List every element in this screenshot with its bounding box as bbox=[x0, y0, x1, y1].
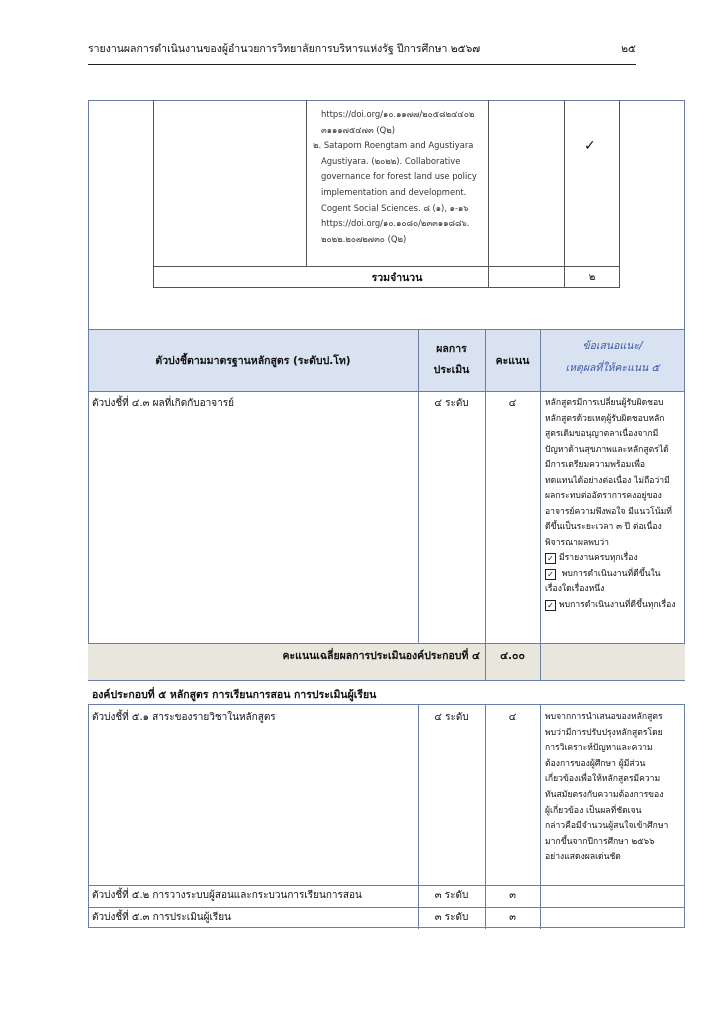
indicator-5-3: ตัวบ่งชี้ที่ ๕.๓ การประเมินผู้เรียน bbox=[92, 912, 231, 923]
score-5-1: ๔ bbox=[508, 712, 517, 723]
page-number: ๒๕ bbox=[621, 43, 636, 55]
average-value: ๔.๐๐ bbox=[500, 649, 525, 662]
header-result: ผลการ ประเมิน bbox=[433, 343, 470, 376]
check-mark-icon: ✓ bbox=[584, 138, 596, 154]
publication-line: ๒. Sataporn Roengtam and Agustiyara bbox=[313, 140, 474, 151]
publication-line: Agustiyara. (๒๐๒๒). Collaborative bbox=[321, 155, 461, 166]
publication-line: ๒๐๒๒.๒๐๗๒๗๓๐ (Q๒) bbox=[321, 233, 407, 244]
publication-line: governance for forest land use policy bbox=[321, 171, 477, 182]
checkbox-checked-icon: ✓ bbox=[545, 569, 556, 580]
score-5-2: ๓ bbox=[509, 890, 516, 901]
component-5-heading: องค์ประกอบที่ ๕ หลักสูตร การเรียนการสอน การประเมินผู้เรียน bbox=[92, 689, 377, 701]
checkbox-checked-icon: ✓ bbox=[545, 600, 556, 611]
score-5-3: ๓ bbox=[509, 912, 516, 923]
indicator-5-1: ตัวบ่งชี้ที่ ๕.๑ สาระของรายวิชาในหลักสูตร bbox=[92, 712, 276, 723]
page-header bbox=[88, 40, 636, 57]
result-5-1: ๔ ระดับ bbox=[434, 712, 469, 723]
result-5-3: ๓ ระดับ bbox=[434, 912, 469, 923]
indicator-5-2: ตัวบ่งชี้ที่ ๕.๒ การวางระบบผู้สอนและกระบวนการเรียนการสอน bbox=[92, 890, 362, 901]
note-4-3: หลักสูตรมีการเปลี่ยนผู้รับผิดชอบ หลักสูตรด้วยเหตุผู้รับผิดชอบหลัก สูตรเดิมขอนุญาตลาเนื่องจากมี ปัญหาด้านสุขภาพและหลักสูตรได้ มีการเตรียมความพร้อมเพื่อ ทดแทนได้อย่างต่อเนื่อง ไม่ถือว่ามี ผลกระทบต่ออัตราการคงอยู่ของ อาจารย์ความพึงพอใจ มีแนวโน้มที่ ดีขึ้นเป็นระยะเวลา ๓ ปี ต่อเนื่อง พิจารณาผลพบว่า ✓ มีรายงานครบทุกเรื่อง ✓ พบการดำเนินงานที่ดีขึ้นใน เรื่องใดเรื่องหนึ่ง ✓ พบการดำเนินงานที่ดีขึ้นทุกเรื่อง bbox=[545, 396, 685, 613]
result-4-3: ๔ ระดับ bbox=[434, 398, 469, 409]
report-title: รายงานผลการดำเนินงานของผู้อำนวยการวิทยาลัยการบริหารแห่งรัฐ ปีการศึกษา ๒๕๖๗ bbox=[88, 43, 481, 55]
result-5-2: ๓ ระดับ bbox=[434, 890, 469, 901]
publication-line: https://doi.org/๑๐.๑๐๘๐/๒๓๓๑๑๘๘๖. bbox=[321, 218, 470, 229]
checklist-item: ✓ พบการดำเนินงานที่ดีขึ้นใน bbox=[545, 567, 685, 583]
total-value: ๒ bbox=[588, 271, 596, 283]
publication-line: ๓๑๑๑๗๕๔๗๓ (Q๒) bbox=[321, 124, 395, 135]
average-label: คะแนนเฉลี่ยผลการประเมินองค์ประกอบที่ ๔ bbox=[282, 649, 480, 662]
header-indicator: ตัวบ่งชี้ตามมาตรฐานหลักสูตร (ระดับป.โท) bbox=[155, 355, 351, 367]
checkbox-checked-icon: ✓ bbox=[545, 553, 556, 564]
score-4-3: ๔ bbox=[508, 398, 517, 409]
indicator-4-3: ตัวบ่งชี้ที่ ๔.๓ ผลที่เกิดกับอาจารย์ bbox=[92, 398, 234, 409]
note-5-1: พบจากการนำเสนอของหลักสูตร พบว่ามีการปรับปรุงหลักสูตรโดย การวิเคราะห์ปัญหาและความ ต้องการของผู้ศึกษา ผู้มีส่วน เกี่ยวข้องเพื่อให้หลักสูตรมีความ ทันสมัยตรงกับความต้องการของ ผู้เกี่ยวข้อง เป็นผลที่ชัดเจน กล่าวคือมีจำนวนผู้สนใจเข้าศึกษา มากขึ้นจากปีการศึกษา ๒๕๖๖ อย่างแสดงผลเด่นชัด bbox=[545, 712, 669, 863]
publication-list bbox=[313, 107, 489, 247]
publication-line: Cogent Social Sciences. ๘ (๑), ๑-๑๖ bbox=[321, 202, 469, 213]
header-rule bbox=[88, 64, 636, 65]
header-note: ข้อเสนอแนะ/ เหตุผลที่ให้คะแนน ๕ bbox=[565, 340, 660, 374]
publication-line: https://doi.org/๑๐.๑๑๗๗/๒๐๕๘๒๔๔๐๒ bbox=[321, 109, 475, 119]
checklist-item: ✓ พบการดำเนินงานที่ดีขึ้นทุกเรื่อง bbox=[545, 598, 685, 614]
total-label: รวมจำนวน bbox=[371, 271, 423, 284]
checklist-item: ✓ มีรายงานครบทุกเรื่อง bbox=[545, 551, 685, 567]
publication-line: implementation and development. bbox=[321, 186, 467, 197]
header-score: คะแนน bbox=[495, 355, 530, 367]
